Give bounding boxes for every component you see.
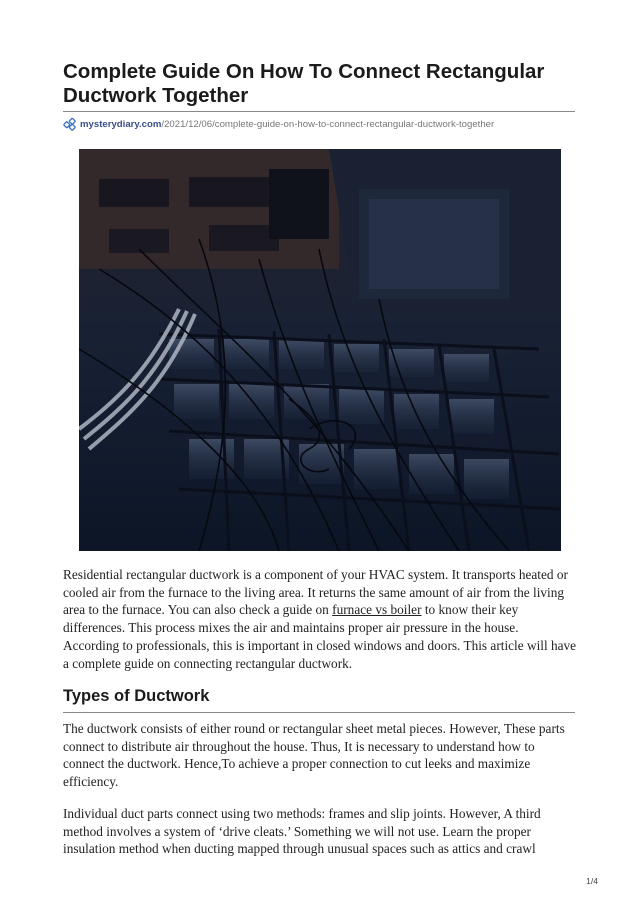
section-divider — [63, 712, 575, 713]
furnace-vs-boiler-link[interactable]: furnace vs boiler — [332, 602, 422, 618]
page-number: 1/4 — [586, 876, 598, 886]
title-divider — [63, 111, 575, 112]
intro-text-start: Residential rectangular ductwork is a component of your HVAC system. It transports heated or cooled air from the furnace to the living area. It returns the same amount of air from the living area to the furnace. You can also check a guide on — [63, 567, 568, 618]
intro-paragraph — [63, 566, 577, 672]
section-heading: Types of Ductwork — [63, 687, 210, 705]
source-domain[interactable]: mysterydiary.com — [80, 118, 162, 130]
section-paragraph-1: The ductwork consists of either round or rectangular sheet metal pieces. However, These parts connect to distribute air throughout the house. Thus, It is necessary to understand how to connect the ductwork. Hence,To achieve a proper connection to cut leeks and maximize efficiency. — [63, 721, 565, 790]
source-url[interactable] — [63, 116, 494, 132]
source-path[interactable]: /2021/12/06/complete-guide-on-how-to-connect-rectangular-ductwork-together — [161, 118, 495, 130]
section-paragraph-2: Individual duct parts connect using two methods: frames and slip joints. However, A third method involves a system of ‘drive cleats.’ Something we will not use. Learn the proper insulation method when ducting mapped through unusual spaces such as attics and crawl — [63, 806, 541, 857]
article-title: Complete Guide On How To Connect Rectangular Ductwork Together — [63, 60, 545, 107]
intro-text-end: to know their key differences. This process mixes the air and maintains proper air pressure in the house. According to professionals, this is important in closed windows and doors. This article will have a complete guide on connecting rectangular ductwork. — [63, 602, 577, 671]
building-facade-photo — [79, 149, 561, 551]
link-icon — [63, 117, 77, 131]
